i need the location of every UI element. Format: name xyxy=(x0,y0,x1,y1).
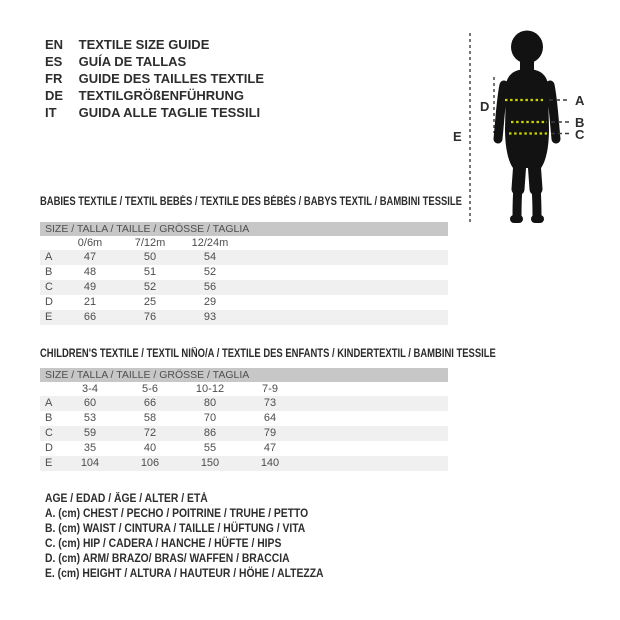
babies-section-heading: BABIES TEXTILE / TEXTIL BEBÉS / TEXTILE DES BÉBÉS / BABYS TEXTIL / BAMBINI TESSILE xyxy=(40,196,462,208)
table-cell: 106 xyxy=(140,457,160,469)
measure-label-d: D xyxy=(480,99,490,114)
language-title: GUÍA DE TALLAS xyxy=(78,54,187,69)
language-code: EN xyxy=(45,37,64,52)
row-label: E xyxy=(45,457,53,469)
table-cell: 56 xyxy=(203,281,217,293)
table-cell: 25 xyxy=(143,296,157,308)
table-cell: 80 xyxy=(203,397,217,409)
row-label: B xyxy=(45,412,53,424)
legend-waist-line: B. (cm) WAIST / CINTURA / TAILLE / HÜFTUNG / VITA xyxy=(45,523,306,535)
column-header: 5-6 xyxy=(142,383,158,395)
table-cell: 53 xyxy=(83,412,97,424)
column-header: 7/12m xyxy=(134,237,166,249)
column-header: 10-12 xyxy=(195,383,225,395)
language-row xyxy=(45,104,264,121)
table-cell: 59 xyxy=(83,427,97,439)
babies-column-header-row xyxy=(40,236,448,250)
table-cell: 50 xyxy=(143,251,157,263)
language-title: GUIDA ALLE TAGLIE TESSILI xyxy=(78,105,261,120)
table-cell: 66 xyxy=(143,397,157,409)
table-cell: 150 xyxy=(200,457,220,469)
table-cell: 52 xyxy=(203,266,217,278)
table-cell: 64 xyxy=(263,412,277,424)
language-row xyxy=(45,70,264,87)
table-cell: 86 xyxy=(203,427,217,439)
children-section-heading: CHILDREN'S TEXTILE / TEXTIL NIÑO/A / TEXTILE DES ENFANTS / KINDERTEXTIL / BAMBINI TESSILE xyxy=(40,348,496,360)
table-cell: 140 xyxy=(260,457,280,469)
child-silhouette-diagram xyxy=(440,25,600,230)
legend-hip-line: C. (cm) HIP / CADERA / HANCHE / HÜFTE / HIPS xyxy=(45,538,282,550)
table-cell: 29 xyxy=(203,296,217,308)
table-row xyxy=(40,310,448,325)
language-title: GUIDE DES TAILLES TEXTILE xyxy=(78,71,265,86)
language-code: IT xyxy=(45,105,57,120)
table-row xyxy=(40,426,448,441)
legend-height-line: E. (cm) HEIGHT / ALTURA / HAUTEUR / HÖHE / ALTEZZA xyxy=(45,568,324,580)
measure-label-a: A xyxy=(575,93,585,108)
column-header: 12/24m xyxy=(191,237,229,249)
measure-label-c: C xyxy=(575,127,585,142)
language-title: TEXTILE SIZE GUIDE xyxy=(78,37,210,52)
measure-label-e: E xyxy=(453,129,462,144)
row-label: A xyxy=(45,251,53,263)
column-header: 3-4 xyxy=(82,383,98,395)
table-row xyxy=(40,265,448,280)
table-cell: 47 xyxy=(263,442,277,454)
table-cell: 104 xyxy=(80,457,100,469)
children-size-table xyxy=(40,368,448,471)
table-row xyxy=(40,441,448,456)
table-row xyxy=(40,295,448,310)
table-cell: 52 xyxy=(143,281,157,293)
language-code: ES xyxy=(45,54,63,69)
row-label: D xyxy=(45,296,53,308)
language-title-list xyxy=(45,36,264,121)
table-cell: 35 xyxy=(83,442,97,454)
table-cell: 93 xyxy=(203,311,217,323)
table-cell: 60 xyxy=(83,397,97,409)
table-cell: 58 xyxy=(143,412,157,424)
table-cell: 21 xyxy=(83,296,97,308)
column-header: 0/6m xyxy=(77,237,103,249)
table-row xyxy=(40,396,448,411)
table-cell: 70 xyxy=(203,412,217,424)
babies-size-table xyxy=(40,222,448,325)
table-row xyxy=(40,250,448,265)
table-cell: 47 xyxy=(83,251,97,263)
language-row xyxy=(45,87,264,104)
table-cell: 40 xyxy=(143,442,157,454)
table-cell: 76 xyxy=(143,311,157,323)
table-cell: 79 xyxy=(263,427,277,439)
children-size-header-band: SIZE / TALLA / TAILLE / GRÖSSE / TAGLIA xyxy=(40,368,448,382)
language-code: DE xyxy=(45,88,64,103)
table-cell: 51 xyxy=(143,266,157,278)
row-label: C xyxy=(45,427,53,439)
language-row xyxy=(45,36,264,53)
table-cell: 73 xyxy=(263,397,277,409)
table-row xyxy=(40,456,448,471)
corner-cell xyxy=(40,236,60,250)
table-row xyxy=(40,280,448,295)
measurement-legend xyxy=(45,492,323,582)
babies-size-header-band: SIZE / TALLA / TAILLE / GRÖSSE / TAGLIA xyxy=(40,222,448,236)
corner-cell xyxy=(40,382,60,396)
legend-age-line: AGE / EDAD / ÂGE / ALTER / ETÀ xyxy=(45,493,208,505)
language-row xyxy=(45,53,264,70)
row-label: E xyxy=(45,311,53,323)
table-cell: 48 xyxy=(83,266,97,278)
legend-arm-line: D. (cm) ARM/ BRAZO/ BRAS/ WAFFEN / BRACCIA xyxy=(45,553,290,565)
language-title: TEXTILGRÖßENFÜHRUNG xyxy=(78,88,245,103)
children-column-header-row xyxy=(40,382,448,396)
row-label: A xyxy=(45,397,53,409)
legend-chest-line: A. (cm) CHEST / PECHO / POITRINE / TRUHE / PETTO xyxy=(45,508,309,520)
measure-label-b: B xyxy=(575,115,585,130)
table-cell: 66 xyxy=(83,311,97,323)
table-row xyxy=(40,411,448,426)
row-label: C xyxy=(45,281,53,293)
table-cell: 72 xyxy=(143,427,157,439)
row-label: B xyxy=(45,266,53,278)
column-header: 7-9 xyxy=(262,383,278,395)
table-cell: 55 xyxy=(203,442,217,454)
child-silhouette xyxy=(498,31,556,224)
table-cell: 54 xyxy=(203,251,217,263)
table-cell: 49 xyxy=(83,281,97,293)
row-label: D xyxy=(45,442,53,454)
language-code: FR xyxy=(45,71,63,86)
